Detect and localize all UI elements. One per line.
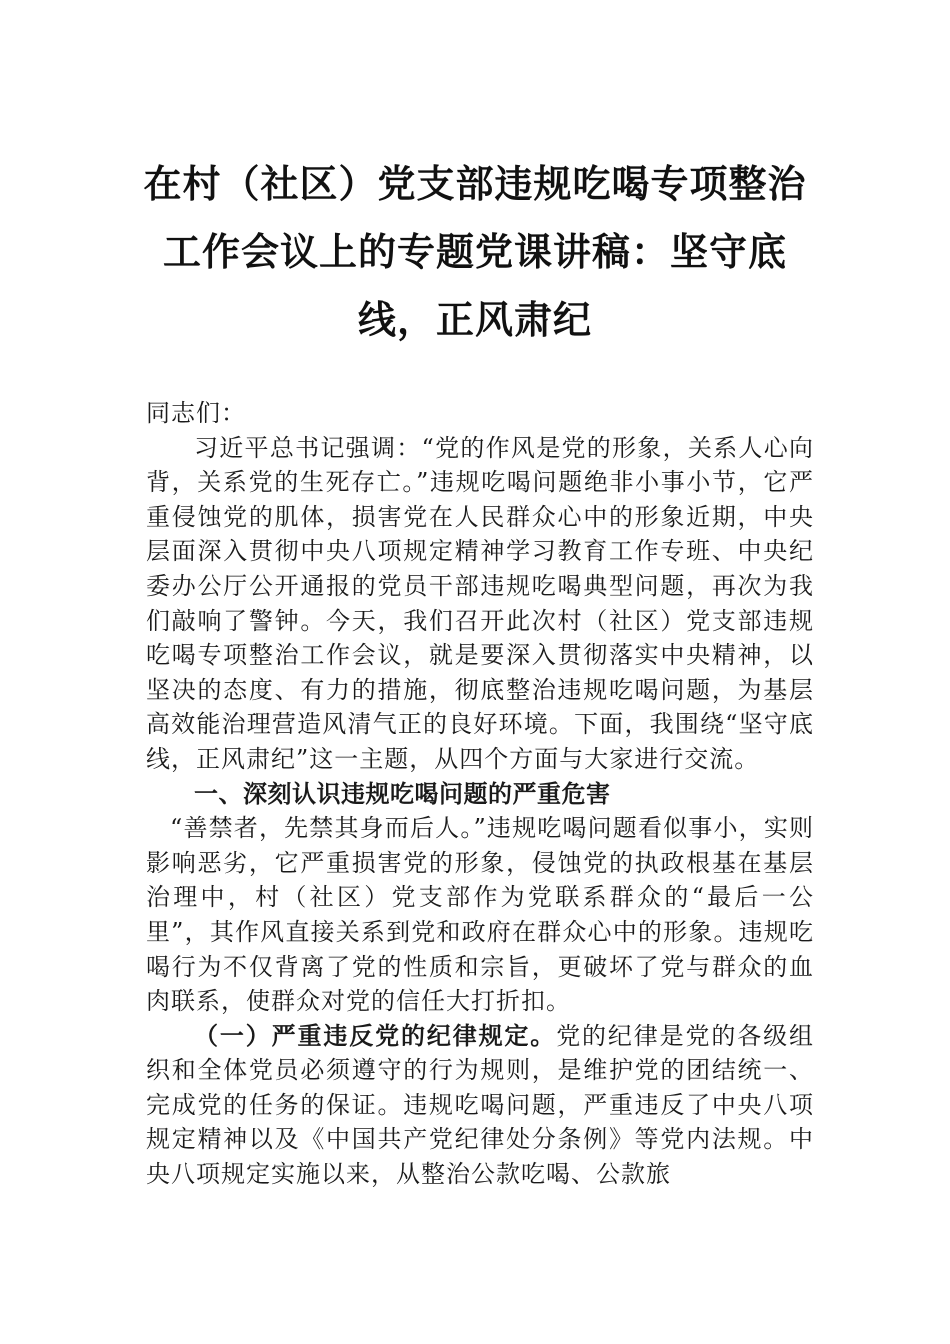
subsection-1-lead: （一）严重违反党的纪律规定。 (194, 1020, 557, 1050)
salutation: 同志们： (146, 399, 246, 427)
document-title: 在村（社区）党支部违规吃喝专项整治工作会议上的专题党课讲稿：坚守底线，正风肃纪 (143, 161, 807, 342)
intro-paragraph: 习近平总书记强调：“党的作风是党的形象，关系人心向背，关系党的生死存亡。”违规吃喝问题绝非小事小节，它严重侵蚀党的肌体，损害党在人民群众心中的形象近期，中央层面深入贯彻中央八项规定精神学习教育工作专班、中央纪委办公厅公开通报的党员干部违规吃喝典型问题，再次为我们敲响了警钟。今天，我们召开此次村（社区）党支部违规吃喝专项整治工作会议，就是要深入贯彻落实中央精神，以坚决的态度、有力的措施，彻底整治违规吃喝问题，为基层高效能治理营造风清气正的良好环境。下面，我围绕“坚守底线，正风肃纪”这一主题，从四个方面与大家进行交流。 (146, 433, 814, 773)
document-body (146, 396, 814, 1192)
section-1-paragraph: “善禁者，先禁其身而后人。”违规吃喝问题看似事小，实则影响恶劣，它严重损害党的形象，侵蚀党的执政根基在基层治理中，村（社区）党支部作为党联系群众的“最后一公里”，其作风直接关系到党和政府在群众心中的形象。违规吃喝行为不仅背离了党的性质和宗旨，更破坏了党与群众的血肉联系，使群众对党的信任大打折扣。 (146, 814, 814, 1016)
subsection-1-paragraph (146, 1019, 814, 1192)
subsection-1-text: 党的纪律是党的各级组织和全体党员必须遵守的行为规则，是维护党的团结统一、完成党的任务的保证。违规吃喝问题，严重违反了中央八项规定精神以及《中国共产党纪律处分条例》等党内法规。中央八项规定实施以来，从整治公款吃喝、公款旅 (146, 1021, 815, 1189)
section-heading-1: 一、深刻认识违规吃喝问题的严重危害 (194, 779, 611, 808)
